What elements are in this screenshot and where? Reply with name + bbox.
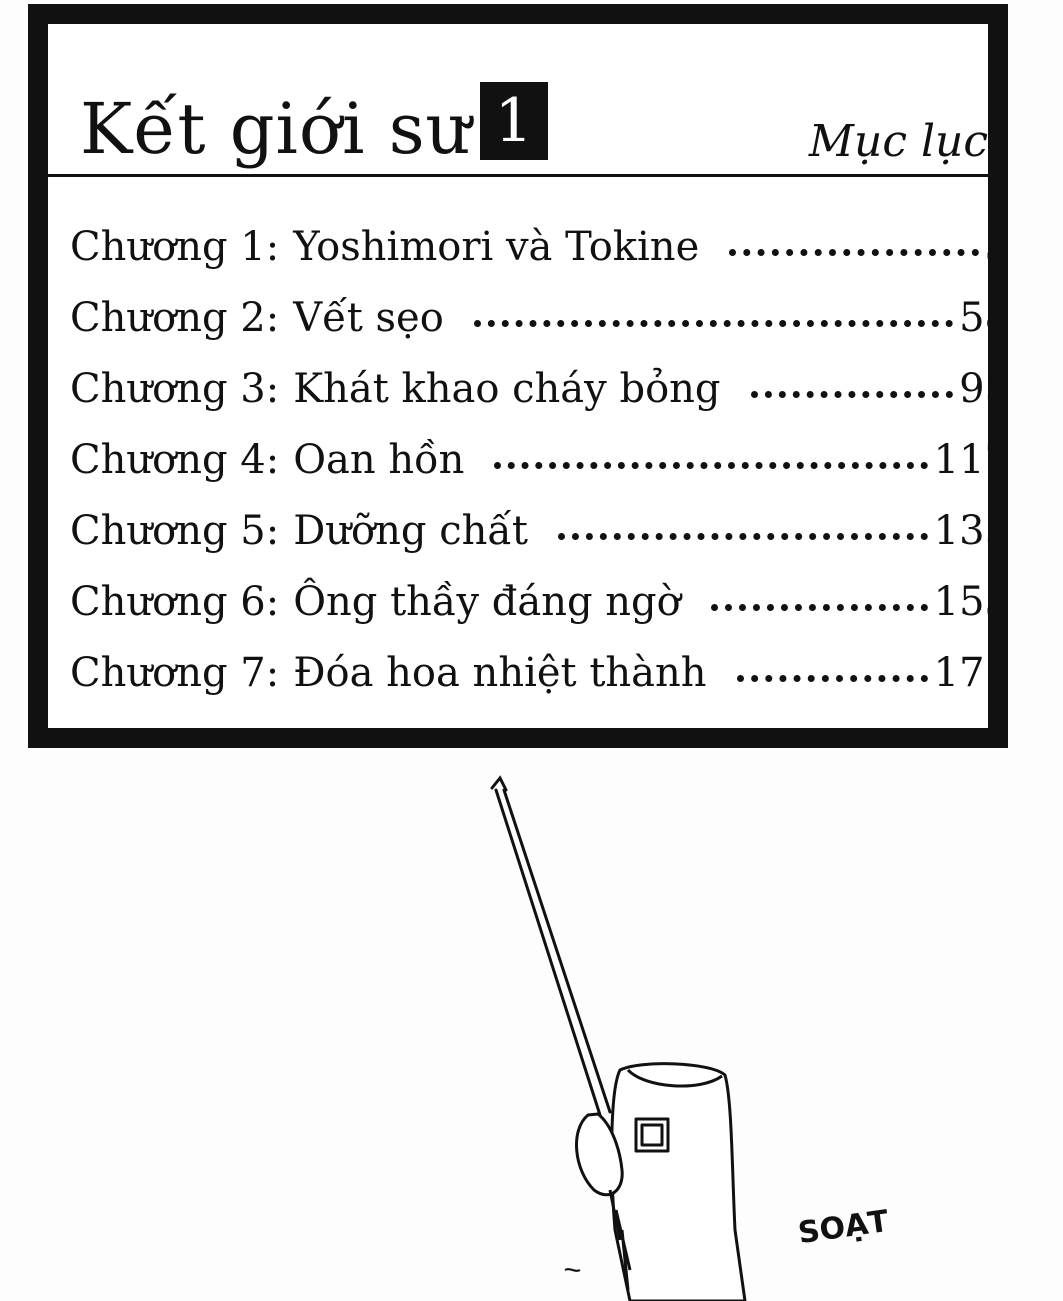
staff-drawing — [492, 778, 610, 1115]
chapter-row[interactable] — [70, 295, 1010, 366]
chapter-label: Chương 6: — [70, 579, 280, 625]
chapter-title: Đóa hoa nhiệt thành — [293, 650, 707, 696]
chapter-title: Ông thầy đáng ngờ — [293, 579, 681, 625]
chapter-page-number: 153 — [933, 579, 1010, 625]
chapter-page-number: 58 — [959, 295, 1010, 341]
chapter-page-number: 117 — [933, 437, 1010, 483]
chapter-page-number: 135 — [933, 508, 1010, 554]
chapter-row[interactable] — [70, 366, 1010, 437]
table-of-contents-box — [28, 4, 1008, 748]
dot-leader — [729, 249, 978, 256]
dot-leader — [474, 320, 953, 327]
chapter-title: Khát khao cháy bỏng — [293, 366, 721, 412]
title-row — [80, 64, 548, 170]
chapter-page-number: 171 — [933, 650, 1010, 696]
chapter-list — [70, 224, 1010, 721]
chapter-row[interactable] — [70, 508, 1010, 579]
volume-badge: 1 — [480, 82, 548, 160]
chapter-page-number: 95 — [959, 366, 1010, 412]
dot-leader — [737, 675, 928, 682]
chapter-row[interactable] — [70, 437, 1010, 508]
chapter-page-number: 3 — [984, 224, 1010, 270]
chapter-row[interactable] — [70, 650, 1010, 721]
dot-leader — [711, 604, 928, 611]
chapter-title: Oan hồn — [293, 437, 465, 483]
dot-leader — [494, 462, 927, 469]
contents-label: Mục lục — [808, 116, 988, 167]
chapter-title: Vết sẹo — [293, 295, 444, 341]
chapter-label: Chương 2: — [70, 295, 280, 341]
chapter-label: Chương 4: — [70, 437, 280, 483]
chapter-row[interactable] — [70, 579, 1010, 650]
title-divider — [48, 174, 998, 177]
chapter-label: Chương 3: — [70, 366, 280, 412]
hooded-figure-drawing — [565, 1064, 745, 1301]
dot-leader — [558, 533, 928, 540]
chapter-label: Chương 1: — [70, 224, 280, 270]
chapter-row[interactable] — [70, 224, 1010, 295]
dot-leader — [751, 391, 954, 398]
chapter-label: Chương 7: — [70, 650, 280, 696]
chapter-label: Chương 5: — [70, 508, 280, 554]
sound-effect-text: SOẠT — [796, 1203, 891, 1252]
chapter-title: Yoshimori và Tokine — [293, 224, 700, 270]
series-title: Kết giới sư — [80, 88, 472, 170]
chapter-title: Dưỡng chất — [293, 508, 528, 554]
